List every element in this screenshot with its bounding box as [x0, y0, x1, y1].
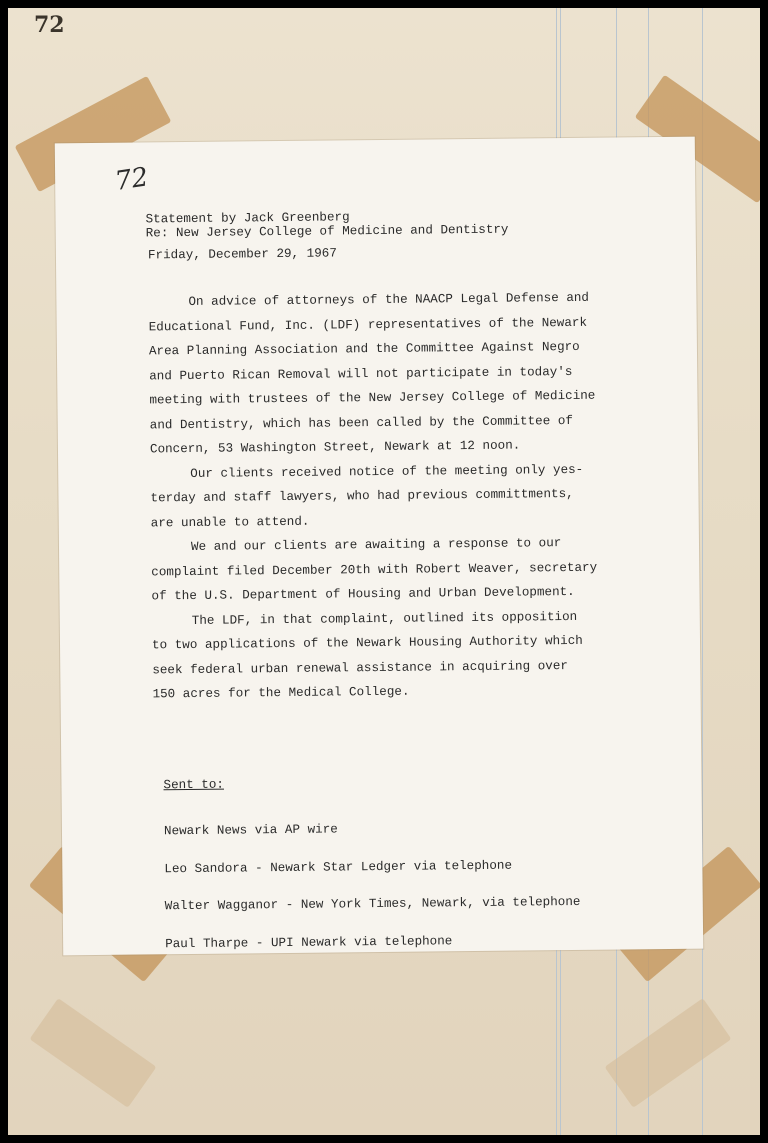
document-sheet [55, 137, 703, 956]
paragraph-line: The LDF, in that complaint, outlined its opposition [191, 609, 578, 628]
paragraph-line: seek federal urban renewal assistance in acquiring over [152, 658, 569, 677]
paragraph-line: meeting with trustees of the New Jersey College of Medicine [149, 388, 596, 408]
handwritten-number: 72 [113, 162, 151, 197]
statement-date: Friday, December 29, 1967 [147, 246, 337, 263]
paragraph-line: Concern, 53 Washington Street, Newark at 12 noon. [149, 438, 521, 457]
paragraph-line: Our clients received notice of the meeting only yes- [190, 462, 584, 481]
paragraph-line: to two applications of the Newark Housing Authority which [151, 633, 583, 653]
statement-header [145, 209, 508, 241]
paragraph-line: and Dentistry, which has been called by the Committee of [149, 413, 574, 432]
recipient-list [164, 796, 581, 975]
paragraph-line: and Puerto Rican Removal will not participate in today's [149, 364, 573, 383]
paragraph-line: complaint filed December 20th with Robert Weaver, secretary [151, 560, 598, 579]
paragraph-line: We and our clients are awaiting a response to our [190, 536, 562, 554]
tape-residue [30, 998, 157, 1108]
sent-to-section [163, 774, 581, 975]
tape-residue [605, 998, 732, 1108]
paragraph-line: are unable to attend. [150, 514, 310, 530]
page-number: 72 [34, 12, 65, 38]
paragraph-line: On advice of attorneys of the NAACP Legal Defense and [188, 290, 590, 309]
paragraph-line: of the U.S. Department of Housing and Urban Development. [151, 584, 575, 604]
paragraph-line: terday and staff lawyers, who had previous committments, [150, 486, 574, 506]
sent-to-label: Sent to: [163, 777, 225, 793]
statement-body [148, 285, 622, 706]
recipient-line: Walter Wagganor - New York Times, Newark, via telephone [164, 894, 581, 914]
recipient-line: Newark News via AP wire [163, 822, 338, 839]
recipient-line: Leo Sandora - Newark Star Ledger via telephone [164, 858, 513, 876]
header-author: Statement by Jack Greenberg [145, 210, 350, 227]
paragraph-line: Educational Fund, Inc. (LDF) representatives of the Newark [148, 315, 588, 334]
recipient-line: Paul Tharpe - UPI Newark via telephone [165, 933, 453, 951]
ruled-line [702, 8, 703, 1135]
paragraph-line: 150 acres for the Medical College. [152, 684, 410, 702]
paragraph-line: Area Planning Association and the Committee Against Negro [148, 339, 580, 359]
header-subject: Re: New Jersey College of Medicine and Dentistry [145, 222, 509, 241]
scanned-page [8, 8, 760, 1135]
